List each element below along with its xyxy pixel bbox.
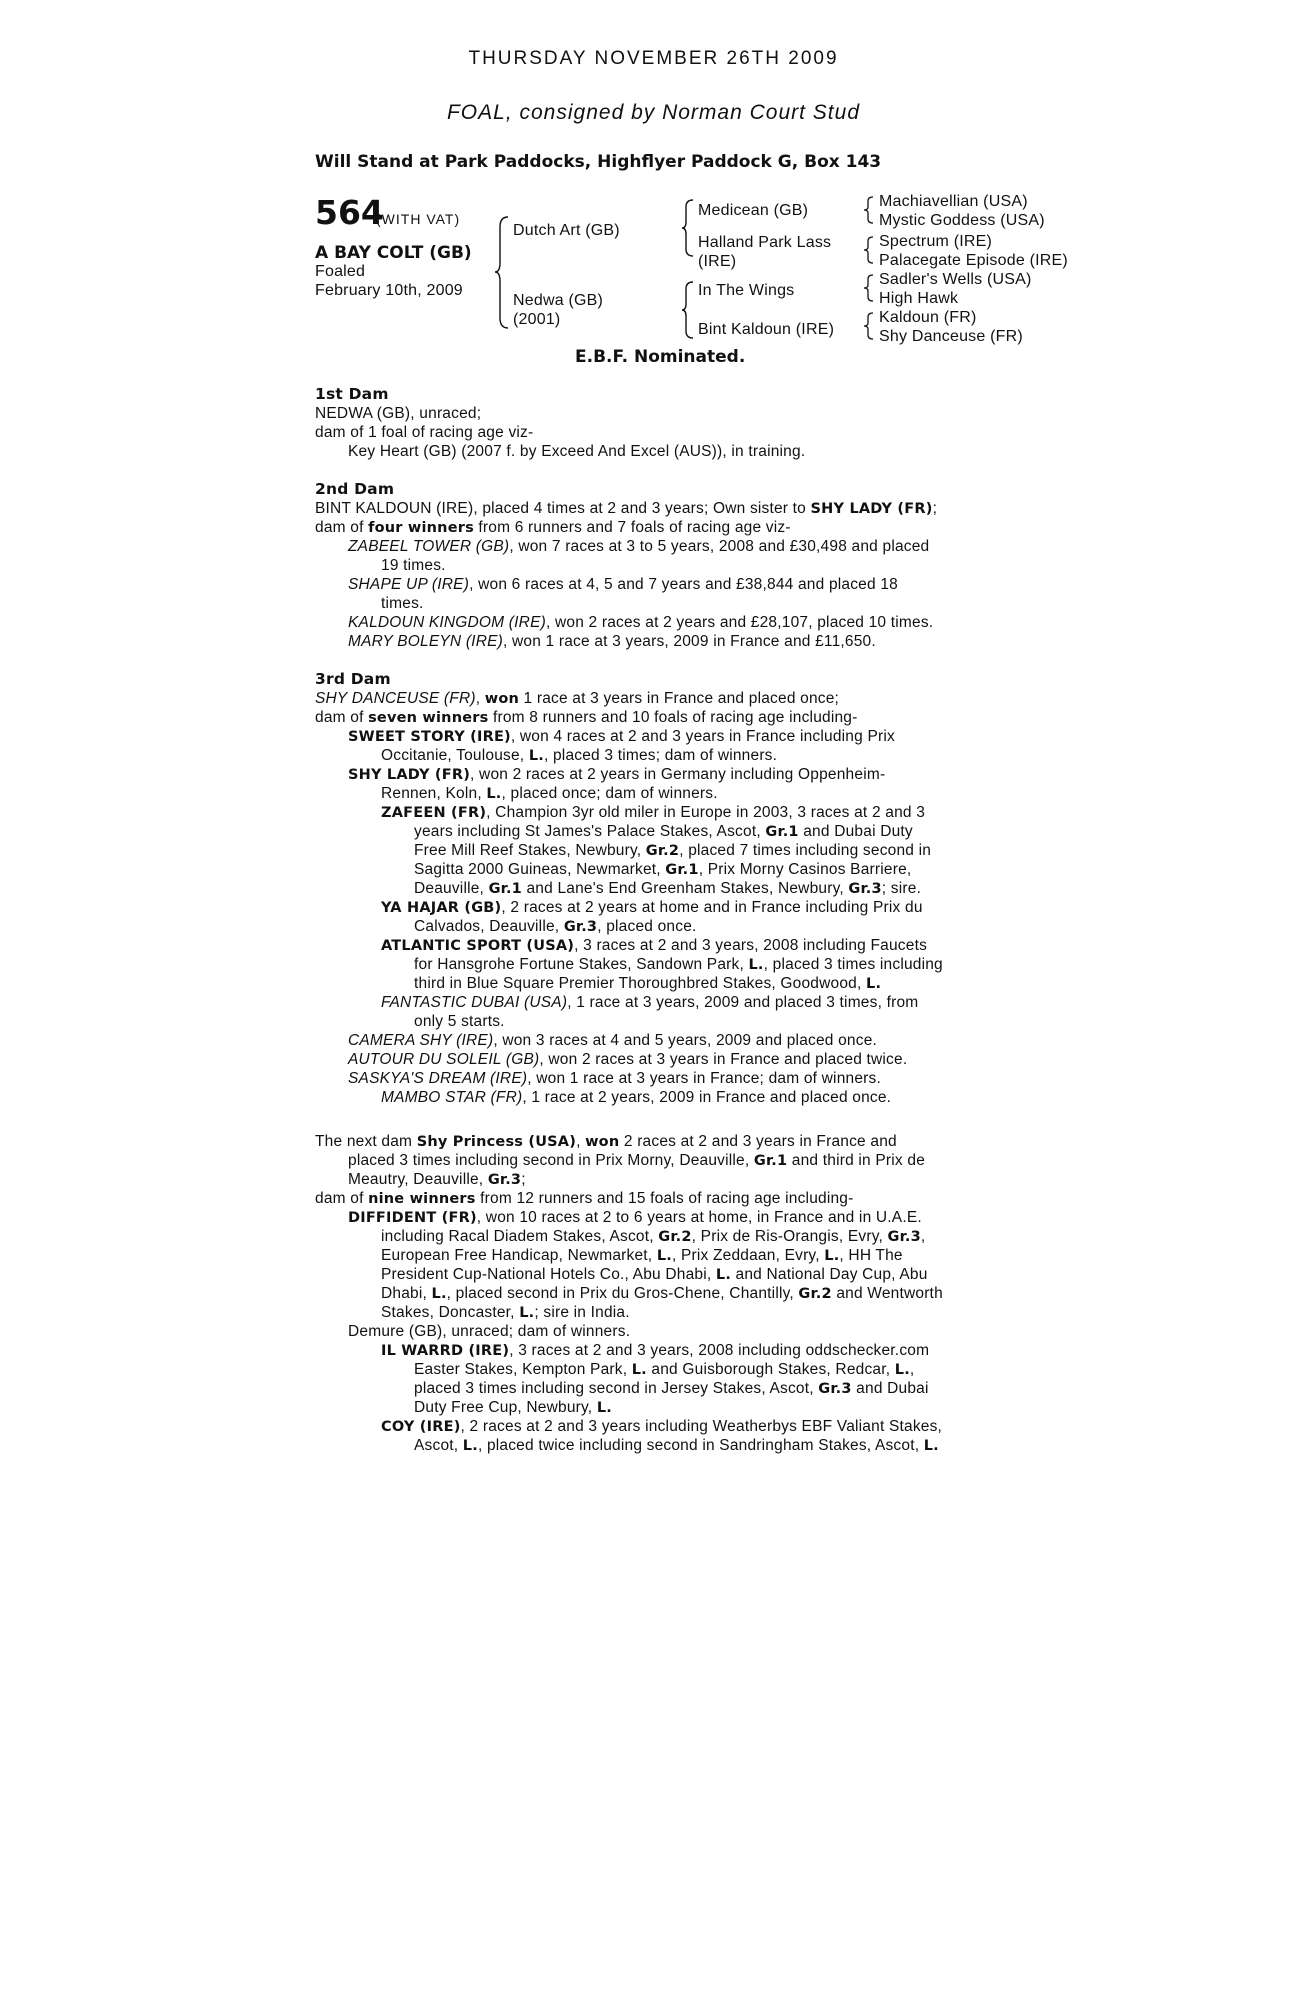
lot-number: 564	[315, 193, 384, 232]
produce-line: European Free Handicap, Newmarket, L., Prix Zeddaan, Evry, L., HH The	[381, 1247, 903, 1264]
produce-line: CAMERA SHY (IRE), won 3 races at 4 and 5 years, 2009 and placed once.	[348, 1032, 878, 1049]
pedigree-brace-g3	[863, 273, 875, 303]
produce-line: AUTOUR DU SOLEIL (GB), won 2 races at 3 years in France and placed twice.	[348, 1051, 908, 1068]
produce-line: President Cup-National Hotels Co., Abu Dhabi, L. and National Day Cup, Abu	[381, 1266, 928, 1283]
pedigree-g-dds: Kaldoun (FR)	[879, 309, 977, 326]
pedigree-sire-sire: Medicean (GB)	[698, 202, 809, 219]
catalogue-body	[315, 385, 1005, 1455]
first-dam-produce: Key Heart (GB) (2007 f. by Exceed And Excel (AUS)), in training.	[348, 443, 806, 460]
pedigree-brace-main	[494, 215, 510, 330]
produce-line: ZAFEEN (FR), Champion 3yr old miler in Europe in 2003, 3 races at 2 and 3	[381, 804, 926, 821]
pedigree-g-sds: Spectrum (IRE)	[879, 233, 993, 250]
produce-line: third in Blue Square Premier Thoroughbred Stakes, Goodwood, L.	[414, 975, 882, 992]
produce-line: Easter Stakes, Kempton Park, L. and Guisborough Stakes, Redcar, L.,	[414, 1361, 915, 1378]
pedigree-brace-g2	[863, 235, 875, 265]
pedigree-dam-year: (2001)	[513, 311, 561, 328]
first-dam-line: NEDWA (GB), unraced;	[315, 405, 482, 422]
ebf-nominated: E.B.F. Nominated.	[575, 347, 746, 367]
pedigree-sire: Dutch Art (GB)	[513, 222, 620, 239]
pedigree-brace-sire	[681, 198, 695, 258]
produce-line: years including St James's Palace Stakes, Ascot, Gr.1 and Dubai Duty	[414, 823, 913, 840]
produce-line: Demure (GB), unraced; dam of winners.	[348, 1323, 631, 1340]
produce-line: MARY BOLEYN (IRE), won 1 race at 3 years, 2009 in France and £11,650.	[348, 633, 876, 650]
pedigree-g-ddd: Shy Danceuse (FR)	[879, 328, 1023, 345]
pedigree-dam: Nedwa (GB)	[513, 292, 604, 309]
third-dam-line: dam of seven winners from 8 runners and 10 foals of racing age including-	[315, 709, 858, 726]
produce-line: Dhabi, L., placed second in Prix du Gros-Chene, Chantilly, Gr.2 and Wentworth	[381, 1285, 943, 1302]
produce-line: Ascot, L., placed twice including second in Sandringham Stakes, Ascot, L.	[414, 1437, 939, 1454]
produce-line: for Hansgrohe Fortune Stakes, Sandown Park, L., placed 3 times including	[414, 956, 943, 973]
second-dam-heading: 2nd Dam	[315, 480, 395, 498]
produce-line: MAMBO STAR (FR), 1 race at 2 years, 2009 in France and placed once.	[381, 1089, 892, 1106]
vat-note: (WITH VAT)	[376, 211, 461, 227]
horse-name: A BAY COLT (GB)	[315, 243, 472, 263]
produce-line: Free Mill Reef Stakes, Newbury, Gr.2, placed 7 times including second in	[414, 842, 932, 859]
pedigree-g-dsd: High Hawk	[879, 290, 959, 307]
produce-line: only 5 starts.	[414, 1013, 505, 1030]
next-dam-line: The next dam Shy Princess (USA), won 2 races at 2 and 3 years in France and	[315, 1133, 897, 1150]
foaled-date: February 10th, 2009	[315, 282, 463, 299]
first-dam-line: dam of 1 foal of racing age viz-	[315, 424, 534, 441]
pedigree-brace-g4	[863, 311, 875, 341]
produce-line: FANTASTIC DUBAI (USA), 1 race at 3 years, 2009 and placed 3 times, from	[381, 994, 919, 1011]
second-dam-line: dam of four winners from 6 runners and 7 foals of racing age viz-	[315, 519, 791, 536]
pedigree-g-dss: Sadler's Wells (USA)	[879, 271, 1032, 288]
third-dam-line: SHY DANCEUSE (FR), won 1 race at 3 years in France and placed once;	[315, 690, 840, 707]
next-dam-line: placed 3 times including second in Prix Morny, Deauville, Gr.1 and third in Prix de	[348, 1152, 926, 1169]
produce-line: Occitanie, Toulouse, L., placed 3 times; dam of winners.	[381, 747, 778, 764]
next-dam-line: Meautry, Deauville, Gr.3;	[348, 1171, 526, 1188]
produce-line: IL WARRD (IRE), 3 races at 2 and 3 years, 2008 including oddschecker.com	[381, 1342, 930, 1359]
produce-line: ATLANTIC SPORT (USA), 3 races at 2 and 3 years, 2008 including Faucets	[381, 937, 928, 954]
pedigree-brace-g1	[863, 195, 875, 225]
produce-line: Rennen, Koln, L., placed once; dam of winners.	[381, 785, 718, 802]
produce-line: SHAPE UP (IRE), won 6 races at 4, 5 and 7 years and £38,844 and placed 18	[348, 576, 898, 593]
produce-line: Stakes, Doncaster, L.; sire in India.	[381, 1304, 630, 1321]
consignor-line: FOAL, consigned by Norman Court Stud	[446, 101, 860, 124]
pedigree-dam-sire: In The Wings	[698, 282, 795, 299]
pedigree-g-sss: Machiavellian (USA)	[879, 193, 1028, 210]
produce-line: COY (IRE), 2 races at 2 and 3 years including Weatherbys EBF Valiant Stakes,	[381, 1418, 943, 1435]
produce-line: SASKYA'S DREAM (IRE), won 1 race at 3 years in France; dam of winners.	[348, 1070, 881, 1087]
pedigree-sire-dam-country: (IRE)	[698, 253, 737, 270]
pedigree-g-ssd: Mystic Goddess (USA)	[879, 212, 1045, 229]
next-dam-line: dam of nine winners from 12 runners and 15 foals of racing age including-	[315, 1190, 854, 1207]
produce-line: Calvados, Deauville, Gr.3, placed once.	[414, 918, 697, 935]
sale-date: THURSDAY NOVEMBER 26TH 2009	[468, 48, 839, 69]
produce-line: SHY LADY (FR), won 2 races at 2 years in Germany including Oppenheim-	[348, 766, 886, 783]
third-dam-heading: 3rd Dam	[315, 670, 391, 688]
produce-line: SWEET STORY (IRE), won 4 races at 2 and 3 years in France including Prix	[348, 728, 895, 745]
produce-line: KALDOUN KINGDOM (IRE), won 2 races at 2 years and £28,107, placed 10 times.	[348, 614, 934, 631]
stabling-line: Will Stand at Park Paddocks, Highflyer Paddock G, Box 143	[315, 152, 882, 172]
produce-line: Deauville, Gr.1 and Lane's End Greenham Stakes, Newbury, Gr.3; sire.	[414, 880, 922, 897]
pedigree-dam-dam: Bint Kaldoun (IRE)	[698, 321, 835, 338]
produce-line: Duty Free Cup, Newbury, L.	[414, 1399, 612, 1416]
pedigree-g-sdd: Palacegate Episode (IRE)	[879, 252, 1068, 269]
produce-line: 19 times.	[381, 557, 446, 574]
produce-line: DIFFIDENT (FR), won 10 races at 2 to 6 years at home, in France and in U.A.E.	[348, 1209, 922, 1226]
pedigree-brace-dam	[681, 280, 695, 340]
produce-line: placed 3 times including second in Jersey Stakes, Ascot, Gr.3 and Dubai	[414, 1380, 929, 1397]
produce-line: including Racal Diadem Stakes, Ascot, Gr.2, Prix de Ris-Orangis, Evry, Gr.3,	[381, 1228, 926, 1245]
produce-line: ZABEEL TOWER (GB), won 7 races at 3 to 5 years, 2008 and £30,498 and placed	[348, 538, 930, 555]
produce-line: Sagitta 2000 Guineas, Newmarket, Gr.1, Prix Morny Casinos Barriere,	[414, 861, 912, 878]
foaled-label: Foaled	[315, 263, 366, 280]
second-dam-line: BINT KALDOUN (IRE), placed 4 times at 2 and 3 years; Own sister to SHY LADY (FR);	[315, 500, 938, 517]
pedigree-sire-dam: Halland Park Lass	[698, 234, 832, 251]
produce-line: times.	[381, 595, 424, 612]
produce-line: YA HAJAR (GB), 2 races at 2 years at home and in France including Prix du	[381, 899, 923, 916]
first-dam-heading: 1st Dam	[315, 385, 389, 403]
